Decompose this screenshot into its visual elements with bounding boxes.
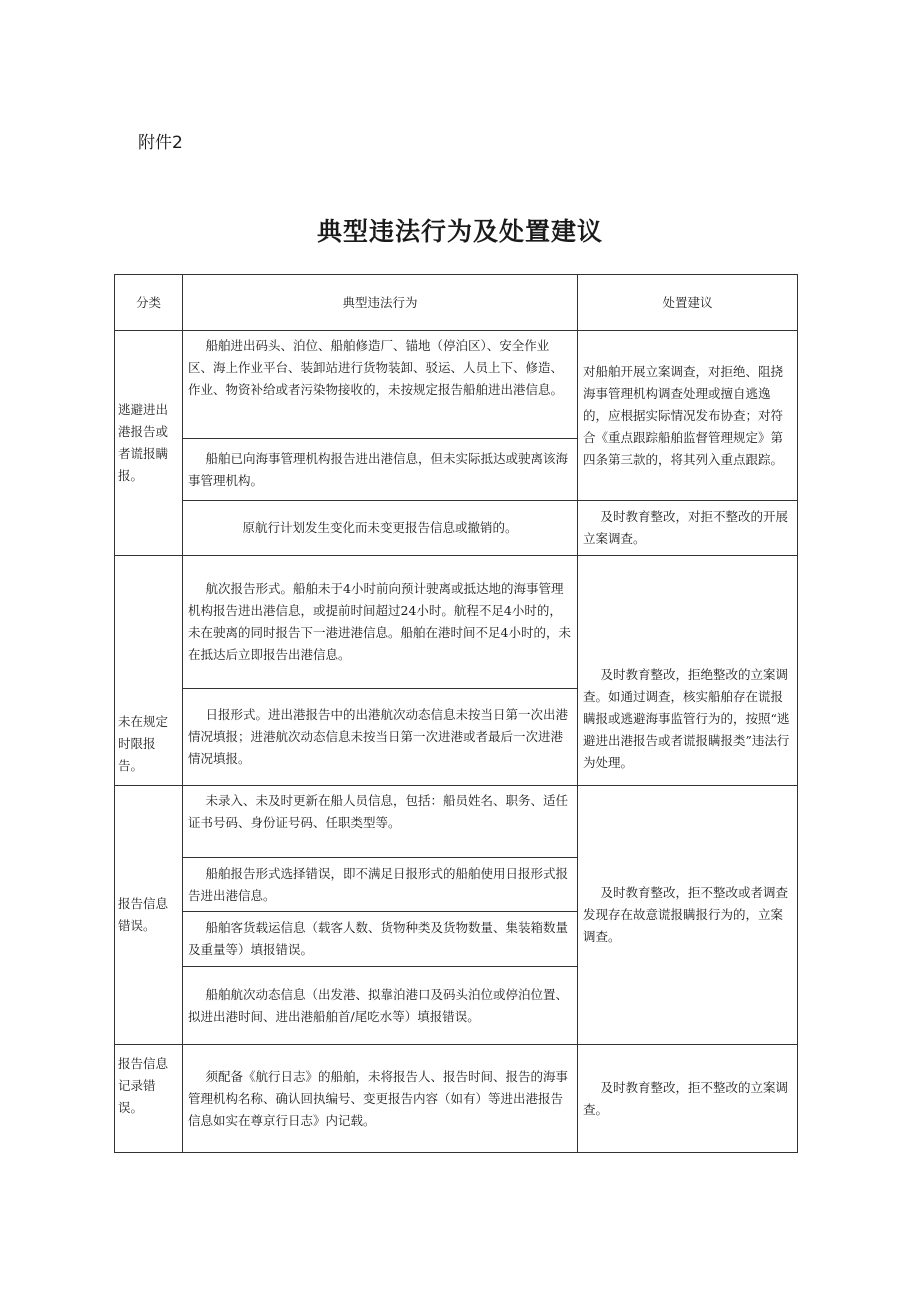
behavior-cell: 船舶客货载运信息（载客人数、货物种类及货物数量、集装箱数量及重量等）填报错误。	[182, 911, 578, 967]
behavior-cell: 船舶航次动态信息（出发港、拟靠泊港口及码头泊位或停泊位置、拟进出港时间、进出港船舶首/尾吃水等）填报错误。	[182, 966, 578, 1045]
attachment-label: 附件2	[138, 133, 183, 153]
page-title: 典型违法行为及处置建议	[316, 217, 603, 246]
category-cell: 逃避进出港报告或者谎报瞒报。	[114, 330, 183, 556]
header-category: 分类	[114, 274, 183, 331]
behavior-cell: 航次报告形式。船舶未于4小时前向预计驶离或抵达地的海事管理机构报告进出港信息，或提前时间超过24小时。航程不足4小时的，未在驶离的同时报告下一港进港信息。船舶在港时间不足4小时的，未在抵达后立即报告出港信息。	[182, 555, 578, 689]
behavior-cell: 船舶进出码头、泊位、船舶修造厂、锚地（停泊区）、安全作业区、海上作业平台、装卸站进行货物装卸、驳运、人员上下、修造、作业、物资补给或者污染物接收的，未按规定报告船舶进出港信息。	[182, 330, 578, 439]
header-behavior: 典型违法行为	[182, 274, 578, 331]
behavior-cell: 未录入、未及时更新在船人员信息，包括：船员姓名、职务、适任证书号码、身份证号码、任职类型等。	[182, 785, 578, 858]
category-cell: 报告信息错误。	[114, 785, 183, 1045]
suggestion-cell: 及时教育整改，拒绝整改的立案调查。如通过调查，核实船舶存在谎报瞒报或逃避海事监管行为的，按照“逃避进出港报告或者谎报瞒报类”违法行为处理。	[577, 555, 798, 786]
behavior-cell: 船舶报告形式选择错误，即不满足日报形式的船舶使用日报形式报告进出港信息。	[182, 857, 578, 912]
behavior-cell: 日报形式。进出港报告中的出港航次动态信息未按当日第一次出港情况填报；进港航次动态信息未按当日第一次进港或者最后一次进港情况填报。	[182, 688, 578, 786]
category-cell: 报告信息记录错误。	[114, 1044, 183, 1153]
behavior-cell: 原航行计划发生变化而未变更报告信息或撤销的。	[182, 500, 578, 556]
suggestion-cell: 及时教育整改，拒不整改的立案调查。	[577, 1044, 798, 1153]
suggestion-cell: 及时教育整改，对拒不整改的开展立案调查。	[577, 500, 798, 556]
category-cell: 未在规定时限报告。	[114, 555, 183, 786]
behavior-cell: 船舶已向海事管理机构报告进出港信息，但未实际抵达或驶离该海事管理机构。	[182, 438, 578, 501]
behavior-cell: 须配备《航行日志》的船舶，未将报告人、报告时间、报告的海事管理机构名称、确认回执编号、变更报告内容（如有）等进出港报告信息如实在尊京行日志》内记载。	[182, 1044, 578, 1153]
suggestion-cell: 及时教育整改，拒不整改或者调查发现存在故意谎报瞒报行为的，立案调查。	[577, 785, 798, 1045]
header-suggestion: 处置建议	[577, 274, 798, 331]
suggestion-cell: 对船舶开展立案调查，对拒绝、阻挠海事管理机构调查处理或擅自逃逸的，应根据实际情况发布协查；对符合《重点跟踪船舶监督管理规定》第四条第三款的，将其列入重点跟踪。	[577, 330, 798, 501]
